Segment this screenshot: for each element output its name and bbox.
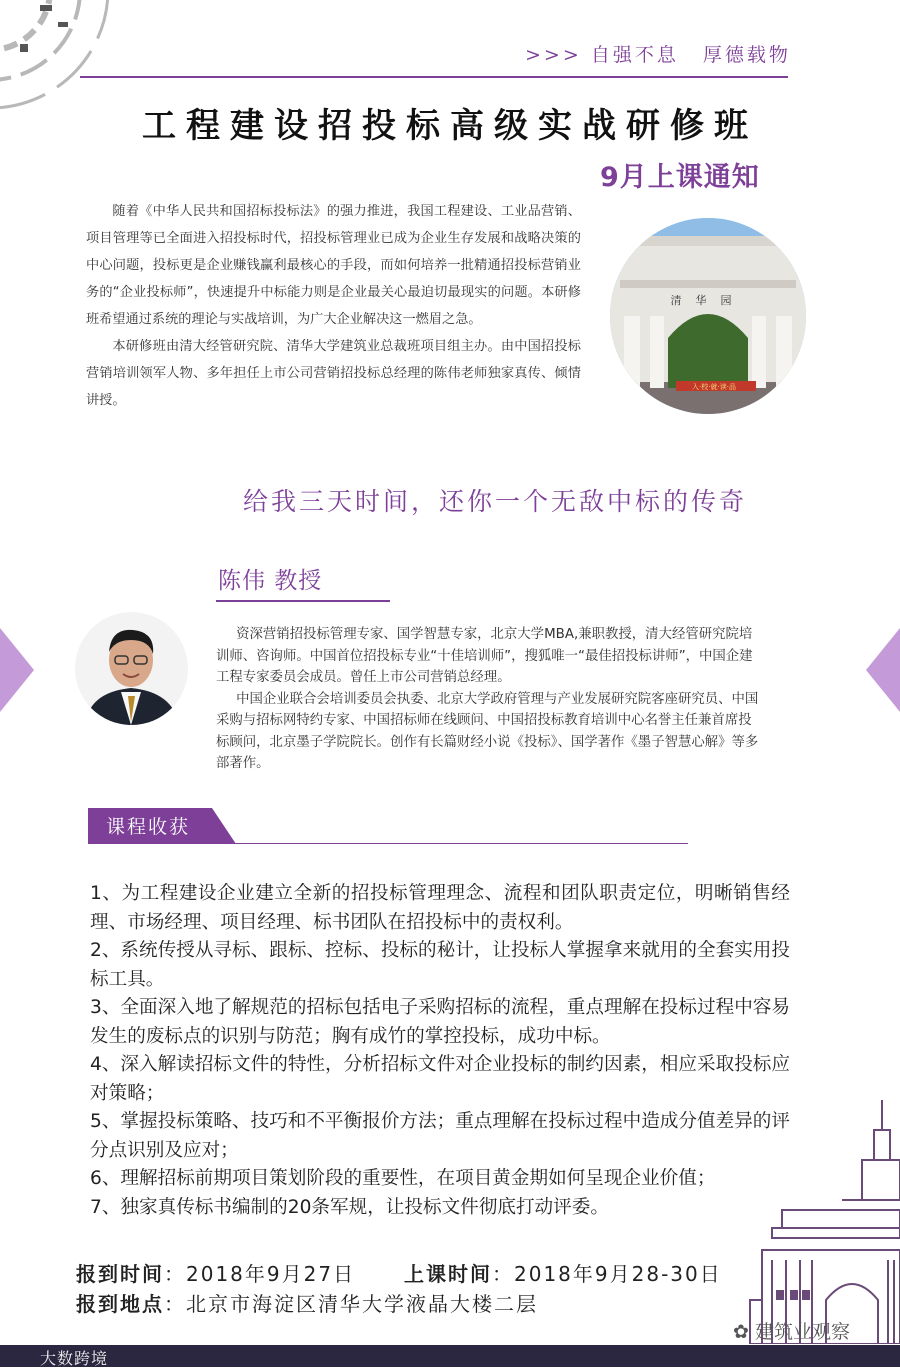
tsinghua-gate-photo: [610, 218, 806, 414]
main-title: 工程建设招投标高级实战研修班: [142, 106, 758, 146]
gate-plaque: 清华园: [670, 294, 746, 307]
gains-item: 1、为工程建设企业建立全新的招投标管理理念、流程和团队职责定位，明晰销售经理、市场经理、项目经理、标书团队在招投标中的责权利。: [90, 883, 790, 933]
building-line-drawing: [742, 1100, 900, 1344]
motto-a: 自强不息: [590, 44, 679, 66]
location-row: [76, 1288, 538, 1317]
professor-name-rule: [216, 600, 390, 602]
class-time-row: [404, 1258, 722, 1287]
wechat-watermark: [733, 1317, 850, 1344]
class-value: 2018年9月28-30日: [514, 1262, 722, 1286]
separator: ：: [492, 1262, 514, 1286]
professor-name: 陈伟 教授: [218, 568, 323, 594]
checkin-value: 2018年9月27日: [186, 1262, 356, 1286]
slogan: 给我三天时间，还你一个无敌中标的传奇: [242, 487, 747, 516]
location-value: 北京市海淀区清华大学液晶大楼二层: [186, 1292, 538, 1316]
intro-text: [86, 198, 581, 414]
separator: ：: [164, 1262, 186, 1286]
footer-watermark: 大数跨境: [40, 1349, 109, 1368]
location-label: 报到地点: [76, 1292, 164, 1316]
gains-heading: 课程收获: [106, 816, 191, 838]
gains-item: 6、理解招标前期项目策划阶段的重要性，在项目黄金期如何呈现企业价值；: [90, 1168, 716, 1189]
left-triangle-decoration: [0, 628, 36, 712]
subtitle: 9月上课通知: [600, 162, 760, 193]
professor-avatar: [75, 612, 188, 725]
motto-arrows: >>>: [525, 44, 582, 66]
gate-banner: 入·校·就·读·品: [692, 383, 736, 391]
gains-item: 3、全面深入地了解规范的招标包括电子采购招标的流程，重点理解在投标过程中容易发生的废标点的识别与防范；胸有成竹的掌控投标，成功中标。: [90, 997, 790, 1047]
class-label: 上课时间: [404, 1262, 492, 1286]
wechat-icon: ✿: [733, 1321, 749, 1343]
checkin-time-row: [76, 1258, 355, 1287]
intro-paragraph: 随着《中华人民共和国招标投标法》的强力推进，我国工程建设、工业品营销、项目管理等已全面进入招投标时代，招投标管理业已成为企业生存发展和战略决策的中心问题，投标更是企业赚钱赢利最核心的手段，而如何培养一批精通招投标营销业务的“企业投标师”，快速提升中标能力则是企业最关心最迫切最现实的问题。本研修班希望通过系统的理论与实战培训，为广大企业解决这一燃眉之急。: [86, 204, 581, 327]
gains-item: 2、系统传授从寻标、跟标、控标、投标的秘计，让投标人掌握拿来就用的全套实用投标工具。: [90, 940, 790, 990]
right-triangle-decoration: [864, 628, 900, 712]
wechat-watermark-text: 建筑业观察: [754, 1321, 850, 1343]
gains-item: 5、掌握投标策略、技巧和不平衡报价方法；重点理解在投标过程中造成分值差异的评分点识别及应对；: [90, 1111, 790, 1161]
checkin-label: 报到时间: [76, 1262, 164, 1286]
header-rule: [80, 76, 788, 78]
professor-bio: [216, 624, 762, 775]
gains-rule: [230, 843, 688, 844]
bio-paragraph: 资深营销招投标管理专家、国学智慧专家，北京大学MBA,兼职教授，清大经管研究院培训师、咨询师。中国首位招投标专业“十佳培训师”，搜狐唯一“最佳招投标讲师”，中国企建工程专家委员会成员。曾任上市公司营销总经理。: [216, 627, 753, 685]
motto-b: 厚德载物: [702, 44, 791, 66]
bio-paragraph: 中国企业联合会培训委员会执委、北京大学政府管理与产业发展研究院客座研究员、中国采购与招标网特约专家、中国招标师在线顾问、中国招投标教育培训中心名誉主任兼首席投标顾问，北京墨子学院院长。创作有长篇财经小说《投标》、国学著作《墨子智慧心解》等多部著作。: [216, 691, 759, 771]
footer-bar: [0, 1345, 900, 1367]
intro-paragraph: 本研修班由清大经管研究院、清华大学建筑业总裁班项目组主办。由中国招投标营销培训领军人物、多年担任上市公司营销招投标总经理的陈伟老师独家真传、倾情讲授。: [86, 339, 581, 408]
gains-list: [90, 880, 790, 1222]
motto: [525, 40, 791, 67]
gains-item: 4、深入解读招标文件的特性，分析招标文件对企业投标的制约因素，相应采取投标应对策略；: [90, 1054, 790, 1104]
separator: ：: [164, 1292, 186, 1316]
gains-item: 7、独家真传标书编制的20条军规，让投标文件彻底打动评委。: [90, 1196, 609, 1218]
